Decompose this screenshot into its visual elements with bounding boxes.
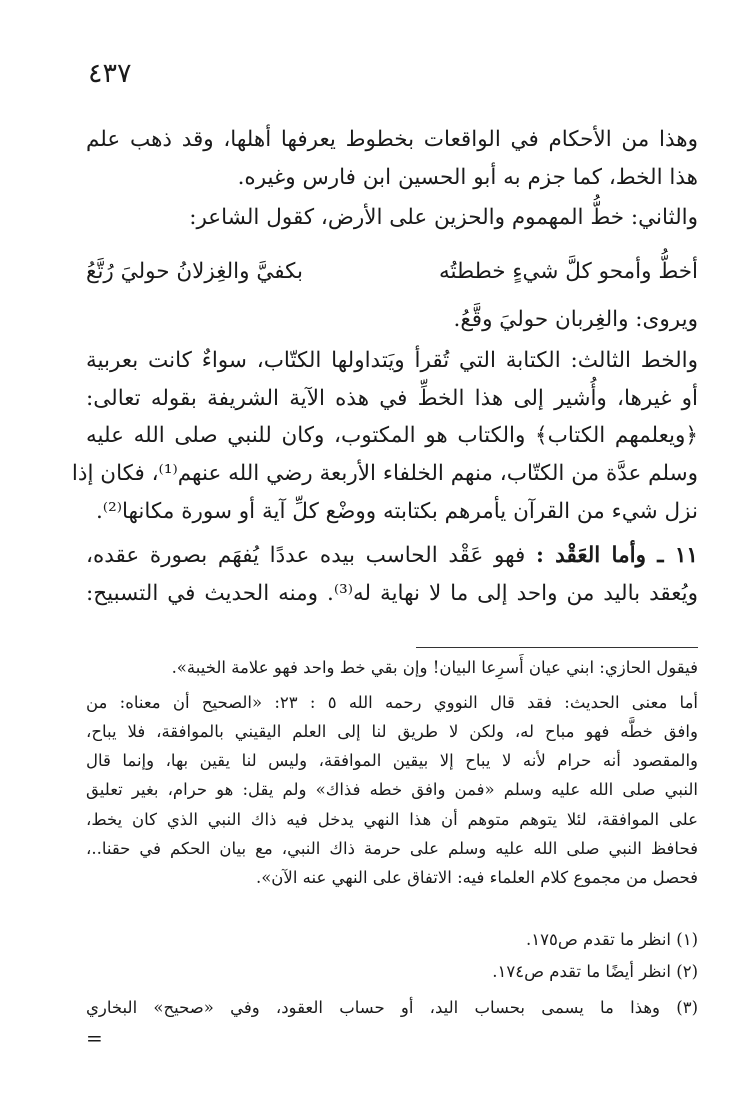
footnote-2: (٢) انظر أيضًا ما تقدم ص١٧٤. xyxy=(492,962,698,981)
footnote-1: (١) انظر ما تقدم ص١٧٥. xyxy=(525,930,698,949)
continuation-mark: = xyxy=(86,1026,103,1050)
footnote-line-7: فحافظ النبي صلى الله عليه وسلم على حرمة ذاك النبي، مع بيان الحكم في حقنا..، xyxy=(86,839,698,858)
body-line-9: نزل شيء من القرآن يأمرهم بكتابته ووضْع كلِّ آية أو سورة مكانها⁽²⁾. xyxy=(95,499,698,524)
footnote-line-2: أما معنى الحديث: فقد قال النووي رحمه الله ٥ : ٢٣: «الصحيح أن معناه: من xyxy=(86,693,698,712)
page-number: ٤٣٧ xyxy=(88,58,132,89)
footnote-line-5: النبي صلى الله عليه وسلم «فمن وافق خطه فذاك» ولم يقل: هو حرام، بغير تعليق xyxy=(86,780,698,799)
footnote-line-3: وافق خطَّه فهو مباح له، ولكن لا طريق لنا إلى العلم اليقيني بالموافقة، فلا يباح، xyxy=(86,722,698,741)
footnote-line-1: فيقول الحازي: ابني عيان أَسرِعا البيان! وإن بقي خط واحد فهو علامة الخيبة». xyxy=(171,658,698,677)
footnote-line-4: والمقصود أنه حرام لأنه لا يباح إلا بيقين الموافقة، وليس لنا يقين بها، وإنما قال xyxy=(86,751,698,770)
body-line-5: والخط الثالث: الكتابة التي تُقرأ ويَتداولها الكتّاب، سواءٌ كانت بعربية xyxy=(86,348,698,373)
body-line-2: هذا الخط، كما جزم به أبو الحسين ابن فارس وغيره. xyxy=(237,165,698,190)
footnote-line-6: على الموافقة، لئلا يتوهم متوهم أن هذا النهي يدخل فيه ذاك النبي الذي كان يخط، xyxy=(86,810,698,829)
body-line-7: ﴿ويعلمهم الكتاب﴾ والكتاب هو المكتوب، وكان للنبي صلى الله عليه xyxy=(86,423,698,448)
section-11-text: فهو عَقْد الحاسب بيده عددًا يُفهَم بصورة عقده، xyxy=(86,543,526,568)
body-line-1: وهذا من الأحكام في الواقعات بخطوط يعرفها أهلها، وقد ذهب علم xyxy=(86,127,698,152)
footnote-separator xyxy=(416,647,698,648)
body-line-4: ويروى: والغِربان حوليَ وقَّعُ. xyxy=(453,307,698,332)
section-11-line-2: ويُعقد باليد من واحد إلى ما لا نهاية له⁽³⁾. ومنه الحديث في التسبيح: xyxy=(86,581,698,606)
footnote-line-8: فحصل من مجموع كلام العلماء فيه: الاتفاق على النهي عنه الآن». xyxy=(255,868,698,887)
footnote-3: (٣) وهذا ما يسمى بحساب اليد، أو حساب العقود، وفي «صحيح» البخاري xyxy=(86,998,698,1017)
section-11-line-1 xyxy=(86,538,698,574)
body-line-6: أو غيرها، وأُشير إلى هذا الخطِّ في هذه الآية الشريفة بقوله تعالى: xyxy=(86,386,698,411)
verse-second-hemistich: بكفيَّ والغِزلانُ حوليَ رُتَّعُ xyxy=(86,259,304,284)
verse-first-hemistich: أخطُّ وأمحو كلَّ شيءٍ خططتُه xyxy=(438,259,698,284)
section-11-heading: ١١ ـ وأما العَقْد : xyxy=(535,543,698,568)
body-line-3: والثاني: خطُّ المهموم والحزين على الأرض، كقول الشاعر: xyxy=(189,205,698,230)
body-line-8: وسلم عدَّة من الكتّاب، منهم الخلفاء الأربعة رضي الله عنهم⁽¹⁾، فكان إذا xyxy=(71,461,698,486)
